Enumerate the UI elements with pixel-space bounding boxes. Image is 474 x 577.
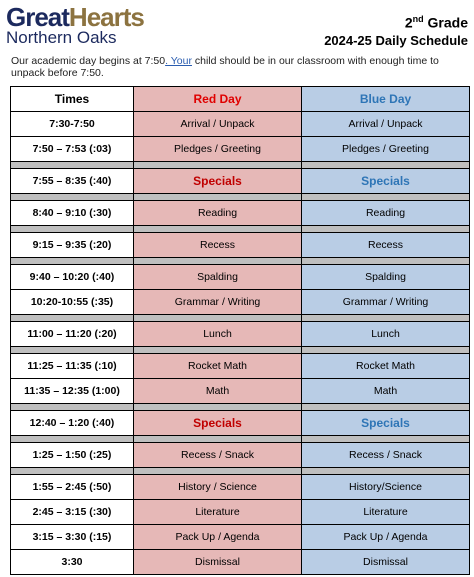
blue-activity-cell: Spalding xyxy=(302,265,470,290)
row-separator xyxy=(11,258,470,265)
logo-campus: Northern Oaks xyxy=(6,28,117,47)
time-cell: 11:00 – 11:20 (:20) xyxy=(11,322,134,347)
red-activity-cell: Pledges / Greeting xyxy=(134,137,302,162)
table-row xyxy=(11,500,470,525)
row-separator xyxy=(11,194,470,201)
time-cell: 3:30 xyxy=(11,550,134,575)
page-titles xyxy=(324,10,468,50)
blue-activity-cell: Pack Up / Agenda xyxy=(302,525,470,550)
time-cell: 1:55 – 2:45 (:50) xyxy=(11,475,134,500)
blue-activity-cell: Dismissal xyxy=(302,550,470,575)
time-cell: 1:25 – 1:50 (:25) xyxy=(11,443,134,468)
red-activity-cell: Reading xyxy=(134,201,302,226)
time-cell: 10:20-10:55 (:35) xyxy=(11,290,134,315)
time-cell: 11:25 – 11:35 (:10) xyxy=(11,354,134,379)
red-activity-cell: History / Science xyxy=(134,475,302,500)
row-separator xyxy=(11,404,470,411)
time-cell: 7:55 – 8:35 (:40) xyxy=(11,169,134,194)
blue-activity-cell: Lunch xyxy=(302,322,470,347)
table-row xyxy=(11,265,470,290)
row-separator xyxy=(11,315,470,322)
table-row xyxy=(11,475,470,500)
time-cell: 7:30-7:50 xyxy=(11,112,134,137)
table-row xyxy=(11,550,470,575)
intro-part2: . Your xyxy=(165,55,192,67)
row-separator xyxy=(11,436,470,443)
time-cell: 9:15 – 9:35 (:20) xyxy=(11,233,134,258)
logo-wordmark xyxy=(6,4,144,30)
blue-activity-cell: Recess xyxy=(302,233,470,258)
time-cell: 3:15 – 3:30 (:15) xyxy=(11,525,134,550)
table-row xyxy=(11,322,470,347)
table-row xyxy=(11,137,470,162)
grade-word: Grade xyxy=(423,14,468,31)
intro-part3: child should be in our classroom with enough time to unpack before 7:50. xyxy=(11,55,439,79)
blue-activity-cell: Literature xyxy=(302,500,470,525)
table-row xyxy=(11,354,470,379)
row-separator xyxy=(11,162,470,169)
table-row xyxy=(11,379,470,404)
red-activity-cell: Pack Up / Agenda xyxy=(134,525,302,550)
table-row xyxy=(11,525,470,550)
intro-text xyxy=(11,55,467,79)
blue-activity-cell: Specials xyxy=(302,169,470,194)
time-cell: 11:35 – 12:35 (1:00) xyxy=(11,379,134,404)
blue-activity-cell: Grammar / Writing xyxy=(302,290,470,315)
red-activity-cell: Grammar / Writing xyxy=(134,290,302,315)
grade-suffix: nd xyxy=(412,14,424,24)
time-cell: 12:40 – 1:20 (:40) xyxy=(11,411,134,436)
logo-word-great: Great xyxy=(6,2,69,32)
times-header: Times xyxy=(11,87,134,112)
intro-part1: Our academic day begins at 7:50 xyxy=(11,55,166,67)
row-separator xyxy=(11,468,470,475)
grade-number: 2 xyxy=(404,14,413,31)
table-row xyxy=(11,411,470,436)
grade-title xyxy=(324,10,468,32)
row-separator xyxy=(11,347,470,354)
table-row xyxy=(11,233,470,258)
table-row xyxy=(11,169,470,194)
schedule-table xyxy=(10,86,470,575)
red-activity-cell: Recess / Snack xyxy=(134,443,302,468)
red-activity-cell: Lunch xyxy=(134,322,302,347)
red-activity-cell: Dismissal xyxy=(134,550,302,575)
red-activity-cell: Specials xyxy=(134,411,302,436)
row-separator xyxy=(11,226,470,233)
red-activity-cell: Rocket Math xyxy=(134,354,302,379)
time-cell: 2:45 – 3:15 (:30) xyxy=(11,500,134,525)
red-activity-cell: Spalding xyxy=(134,265,302,290)
table-row xyxy=(11,112,470,137)
schedule-title: 2024-25 Daily Schedule xyxy=(324,32,468,48)
red-activity-cell: Arrival / Unpack xyxy=(134,112,302,137)
red-activity-cell: Math xyxy=(134,379,302,404)
table-row xyxy=(11,290,470,315)
time-cell: 7:50 – 7:53 (:03) xyxy=(11,137,134,162)
time-cell: 8:40 – 9:10 (:30) xyxy=(11,201,134,226)
red-activity-cell: Recess xyxy=(134,233,302,258)
school-logo xyxy=(6,4,144,47)
logo-word-hearts: Hearts xyxy=(68,2,144,32)
blue-activity-cell: Reading xyxy=(302,201,470,226)
blue-activity-cell: Specials xyxy=(302,411,470,436)
blue-activity-cell: Arrival / Unpack xyxy=(302,112,470,137)
blue-day-header: Blue Day xyxy=(302,87,470,112)
red-day-header: Red Day xyxy=(134,87,302,112)
time-cell: 9:40 – 10:20 (:40) xyxy=(11,265,134,290)
blue-activity-cell: Math xyxy=(302,379,470,404)
table-row xyxy=(11,443,470,468)
red-activity-cell: Specials xyxy=(134,169,302,194)
blue-activity-cell: Rocket Math xyxy=(302,354,470,379)
blue-activity-cell: Pledges / Greeting xyxy=(302,137,470,162)
blue-activity-cell: Recess / Snack xyxy=(302,443,470,468)
header-row xyxy=(11,87,470,112)
blue-activity-cell: History/Science xyxy=(302,475,470,500)
red-activity-cell: Literature xyxy=(134,500,302,525)
table-row xyxy=(11,201,470,226)
